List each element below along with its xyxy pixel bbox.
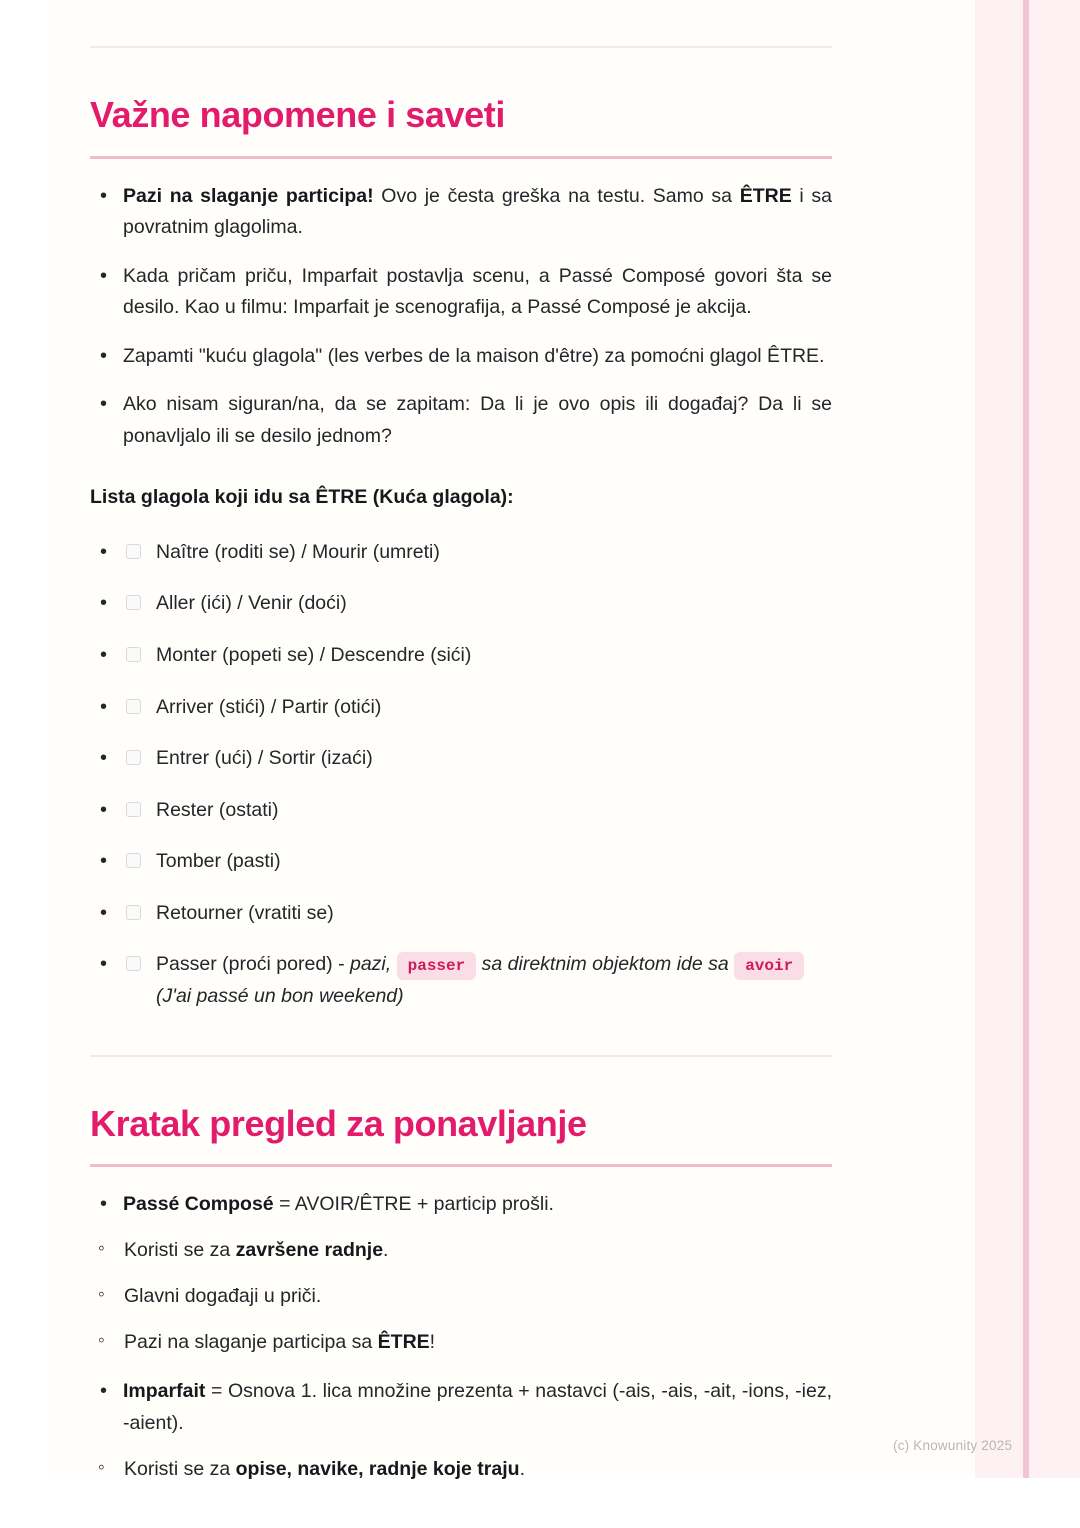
sub-text-pre: Glavni događaji u priči. xyxy=(124,1284,322,1307)
divider-top xyxy=(90,46,832,48)
code-chip-passer: passer xyxy=(397,952,477,980)
list-item xyxy=(90,1235,832,1266)
task-label: Rester (ostati) xyxy=(156,798,279,821)
sub-text-post: . xyxy=(383,1238,389,1261)
task-label: Tomber (pasti) xyxy=(156,850,281,873)
summary-sublist-passe-compose xyxy=(90,1235,832,1359)
verb-list-label: Lista glagola koji idu sa ÊTRE (Kuća glagola): xyxy=(90,485,514,508)
outline-text: = AVOIR/ÊTRE + particip prošli. xyxy=(273,1193,554,1216)
code-chip-avoir: avoir xyxy=(734,952,804,980)
list-item xyxy=(90,640,832,672)
list-item: • Ako nisam siguran/na, da se zapitam: Da li je ovo opis ili događaj? Da li se ponavljalo ili se desilo jednom? xyxy=(90,389,832,452)
sub-text-bold: završene radnje xyxy=(235,1238,384,1261)
bullet-bold-etre: ÊTRE xyxy=(739,184,792,207)
bullet-text-tail: i sa povratnim glagolima. xyxy=(123,184,832,239)
list-item xyxy=(90,1281,832,1312)
summary-sublist-imparfait xyxy=(90,1454,832,1485)
list-item: • Zapamti "kuću glagola" (les verbes de la maison d'être) za pomoćni glagol ÊTRE. xyxy=(90,341,832,373)
document-page xyxy=(48,0,1080,1478)
list-item: • Kada pričam priču, Imparfait postavlja scenu, a Passé Composé govori šta se desilo. Kao u filmu: Imparfait je scenografija, a Passé Composé je akcija. xyxy=(90,261,832,324)
checkbox-icon[interactable] xyxy=(126,544,141,559)
divider-middle xyxy=(90,1055,832,1057)
checkbox-icon[interactable] xyxy=(126,956,141,971)
copyright-watermark: (c) Knowunity 2025 xyxy=(893,1438,1013,1453)
heading-underline-notes xyxy=(90,156,832,159)
heading-underline-summary xyxy=(90,1164,832,1167)
bullet-text: Ovo je česta greška na testu. Samo sa xyxy=(373,184,740,207)
checkbox-icon[interactable] xyxy=(126,699,141,714)
sub-text-pre: Koristi se za xyxy=(124,1238,236,1261)
checkbox-icon[interactable] xyxy=(126,853,141,868)
outline-bold-imparfait: Imparfait xyxy=(123,1380,206,1403)
list-item-passer xyxy=(90,949,832,1012)
section-heading-summary: Kratak pregled za ponavljanje xyxy=(90,1102,587,1144)
list-item xyxy=(90,1454,832,1485)
sub-text-pre: Koristi se za xyxy=(124,1457,236,1480)
list-item xyxy=(90,181,832,244)
list-item xyxy=(90,1376,832,1439)
checkbox-icon[interactable] xyxy=(126,905,141,920)
notes-bullet-list xyxy=(90,181,832,453)
summary-outline-list xyxy=(90,1189,832,1484)
decorative-right-stripe xyxy=(1023,0,1029,1478)
outline-bold-passe-compose: Passé Composé xyxy=(123,1193,274,1216)
task-label: Aller (ići) / Venir (doći) xyxy=(156,592,347,615)
list-item xyxy=(90,692,832,724)
sub-text-bold: ÊTRE xyxy=(377,1331,430,1354)
outline-text: = Osnova 1. lica množine prezenta + nastavci (-ais, -ais, -ait, -ions, -iez, -aient). xyxy=(123,1380,832,1434)
checkbox-icon[interactable] xyxy=(126,802,141,817)
task-label: Entrer (ući) / Sortir (izaći) xyxy=(156,747,373,770)
list-item xyxy=(90,1327,832,1358)
list-item xyxy=(90,1189,832,1221)
task-label-plain: Passer (proći pored) - xyxy=(156,953,350,976)
sub-text-bold: opise, navike, radnje koje traju xyxy=(235,1457,520,1480)
task-label-italic-a: pazi, xyxy=(349,953,392,976)
task-label: Retourner (vratiti se) xyxy=(156,901,334,924)
list-item xyxy=(90,795,832,827)
document-content xyxy=(90,0,832,1503)
sub-text-pre: Pazi na slaganje participa sa xyxy=(124,1331,378,1354)
list-item xyxy=(90,537,832,569)
etre-verbs-checklist xyxy=(90,537,832,1013)
list-item xyxy=(90,743,832,775)
task-label: Naître (roditi se) / Mourir (umreti) xyxy=(156,540,440,563)
bullet-bold-lead: Pazi na slaganje participa! xyxy=(123,184,374,207)
sub-text-post: . xyxy=(519,1457,525,1480)
sub-text-post: ! xyxy=(429,1331,436,1354)
checkbox-icon[interactable] xyxy=(126,750,141,765)
task-label: Monter (popeti se) / Descendre (sići) xyxy=(156,643,472,666)
list-item xyxy=(90,898,832,930)
task-label: Arriver (stići) / Partir (otići) xyxy=(156,695,382,718)
section-heading-notes: Važne napomene i saveti xyxy=(90,94,505,135)
list-item xyxy=(90,846,832,878)
task-label-italic-b: sa direktnim objektom ide sa xyxy=(481,953,729,976)
checkbox-icon[interactable] xyxy=(126,595,141,610)
task-label-italic-c: (J'ai passé un bon weekend) xyxy=(156,985,404,1008)
list-item xyxy=(90,588,832,620)
checkbox-icon[interactable] xyxy=(126,647,141,662)
